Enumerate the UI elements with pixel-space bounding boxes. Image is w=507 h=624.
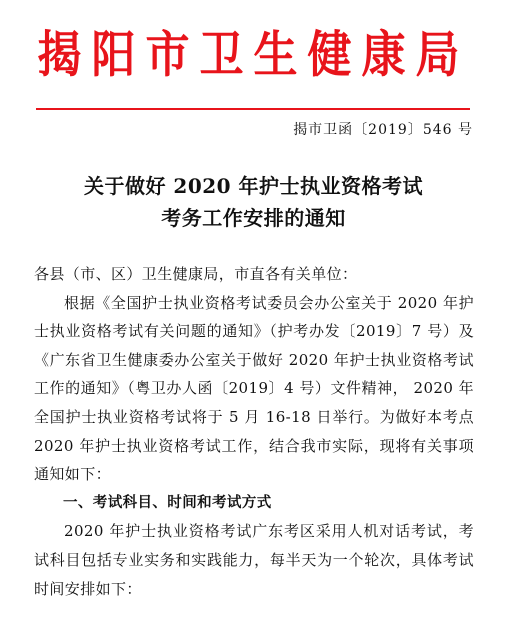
masthead-red-divider xyxy=(36,108,470,110)
section-heading-1: 一、考试科目、时间和考试方式 xyxy=(63,494,272,511)
document-title-line-1: 关于做好 2020 年护士执业资格考试 xyxy=(83,174,424,198)
masthead-org-name: 揭阳市卫生健康局 xyxy=(37,26,470,84)
document-title-line-2: 考务工作安排的通知 xyxy=(161,206,346,230)
document-body xyxy=(34,260,474,603)
paragraph-basis: 根据《全国护士执业资格考试委员会办公室关于 2020 年护士执业资格考试有关问题的通知》（护考办发〔2019〕7 号）及《广东省卫生健康委办公室关于做好 2020 年护士执业资格考试工作的通知》（粤卫办人函〔2019〕4 号）文件精神， 2020 年全国护士执业资格考试将于 5 月 16-18 日举行。为做好本考点 2020 年护士执业资格考试工作，结合我市实际，现将有关事项通知如下： xyxy=(34,293,474,484)
paragraph-exam-method: 2020 年护士执业资格考试广东考区采用人机对话考试，考试科目包括专业实务和实践能力，每半天为一个轮次，具体考试时间安排如下： xyxy=(34,522,474,598)
salutation: 各县（市、区）卫生健康局，市直各有关单位： xyxy=(34,265,358,283)
document-number: 揭市卫函〔2019〕546 号 xyxy=(293,122,473,138)
